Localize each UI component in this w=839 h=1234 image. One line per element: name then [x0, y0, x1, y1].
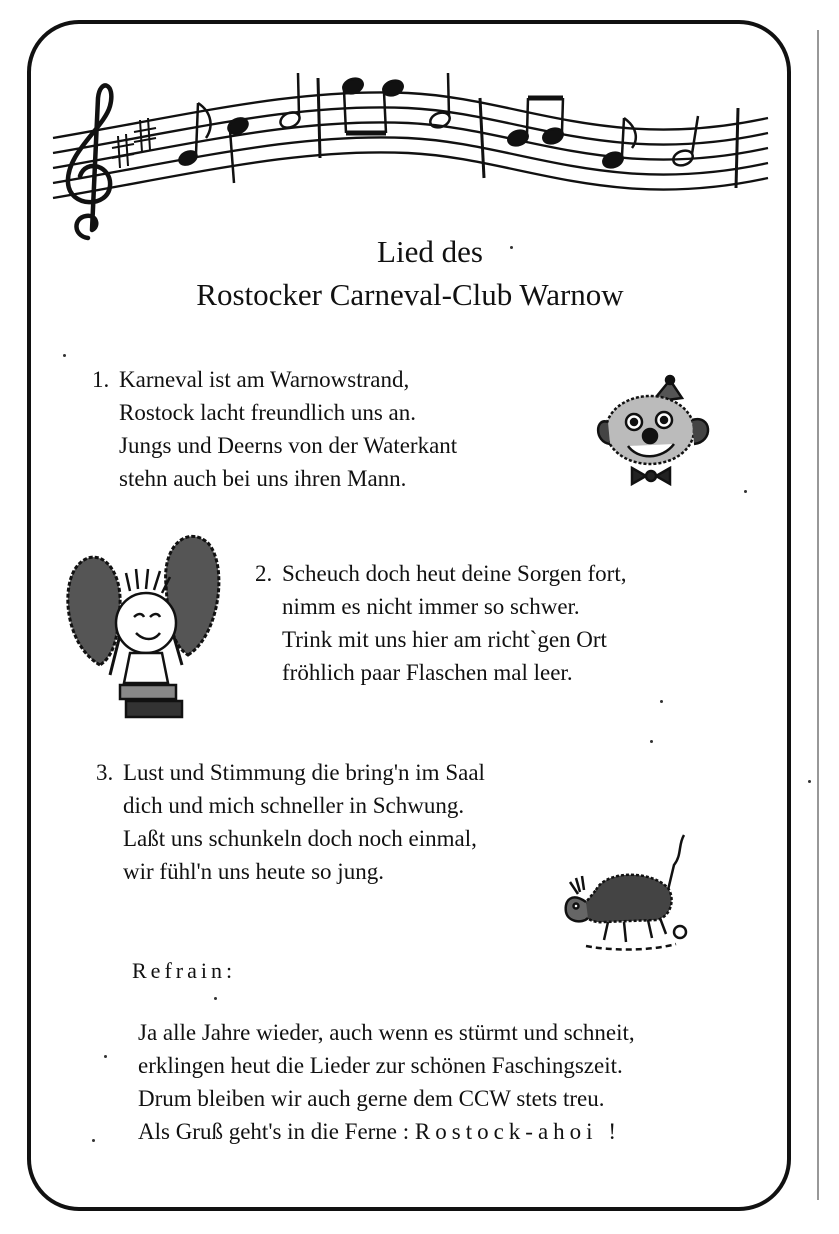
verse-1 — [92, 363, 457, 495]
page-edge-line — [817, 30, 819, 1200]
speck — [650, 740, 653, 743]
verse-line: Laßt uns schunkeln doch noch einmal, — [123, 826, 477, 851]
refrain-line: Drum bleiben wir auch gerne dem CCW stets treu. — [138, 1086, 605, 1111]
verse-line: wir fühl'n uns heute so jung. — [123, 859, 384, 884]
verse-line: Rostock lacht freundlich uns an. — [119, 400, 417, 425]
refrain-line: erklingen heut die Lieder zur schönen Faschingszeit. — [138, 1053, 623, 1078]
speck — [660, 700, 663, 703]
refrain-heading: Refrain: — [132, 958, 237, 983]
clown-face-icon — [590, 372, 720, 490]
verse-number: 2. — [255, 561, 273, 586]
speck — [808, 780, 811, 783]
verse-line: nimm es nicht immer so schwer. — [282, 594, 580, 619]
refrain-text — [138, 1016, 635, 1148]
page-title-line2: Rostocker Carneval-Club Warnow — [196, 277, 624, 312]
verse-line: 1. Karneval ist am Warnowstrand, — [92, 363, 457, 396]
verse-2 — [255, 557, 626, 689]
verse-line: dich und mich schneller in Schwung. — [123, 793, 465, 818]
verse-line: 3. Lust und Stimmung die bring'n im Saal — [96, 756, 485, 789]
verse-number: 1. — [92, 367, 110, 392]
refrain-line: Ja alle Jahre wieder, auch wenn es stürmt und schneit, — [138, 1020, 635, 1045]
speck — [510, 246, 513, 249]
verse-line: fröhlich paar Flaschen mal leer. — [282, 660, 573, 685]
page-title-line1: Lied des — [377, 234, 483, 269]
speck — [104, 1055, 107, 1058]
speck — [214, 997, 217, 1000]
closing-greeting: Rostock-ahoi ! — [414, 1119, 621, 1144]
verse-line: 2. Scheuch doch heut deine Sorgen fort, — [255, 557, 626, 590]
verse-number: 3. — [96, 760, 114, 785]
verse-line: Trink mit uns hier am richt`gen Ort — [282, 627, 607, 652]
speck — [63, 354, 66, 357]
music-staff-icon — [48, 58, 773, 248]
speck — [92, 1139, 95, 1142]
refrain-line: Als Gruß geht's in die Ferne : Rostock-ahoi ! — [138, 1119, 621, 1144]
verse-line: stehn auch bei uns ihren Mann. — [119, 466, 407, 491]
cheerleader-figure-icon — [60, 525, 230, 725]
speck — [744, 490, 747, 493]
verse-3 — [96, 756, 485, 888]
verse-line: Jungs und Deerns von der Waterkant — [119, 433, 458, 458]
dog-icon — [556, 830, 696, 960]
